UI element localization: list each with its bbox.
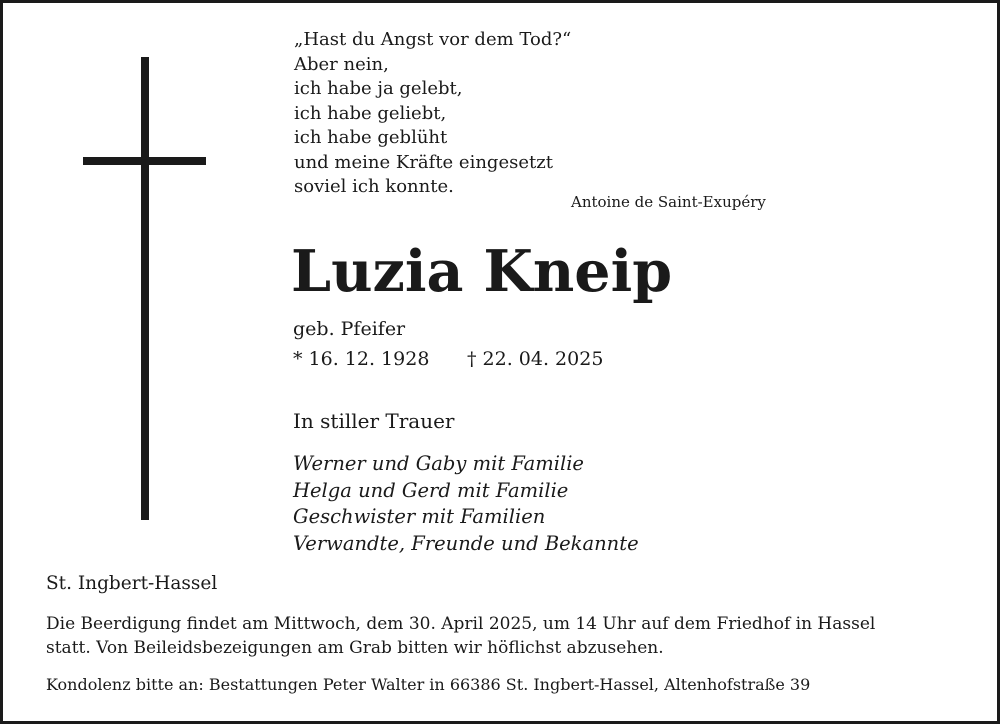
funeral-notice — [46, 612, 976, 660]
quote-line: Aber nein, — [294, 53, 389, 75]
quote-line: ich habe geblüht — [294, 127, 448, 148]
deceased-name: Luzia Kneip — [291, 238, 673, 305]
quote-line: ich habe ja gelebt, — [294, 78, 463, 99]
quote-line: „Hast du Angst vor dem Tod?“ — [294, 29, 572, 50]
quote-line: und meine Kräfte eingesetzt — [294, 151, 553, 173]
mourner-item: Helga und Gerd mit Familie — [293, 478, 569, 502]
condolence-address: Kondolenz bitte an: Bestattungen Peter Walter in 66386 St. Ingbert-Hassel, Altenhofstraße 39 — [46, 675, 811, 694]
death-date: † 22. 04. 2025 — [467, 348, 604, 370]
funeral-notice-line: statt. Von Beileidsbezeigungen am Grab bitten wir höflichst abzusehen. — [46, 638, 664, 658]
place-name: St. Ingbert-Hassel — [46, 573, 218, 594]
mourning-heading: In stiller Trauer — [293, 409, 455, 433]
cross-horizontal-bar — [83, 157, 206, 165]
mourners-list — [293, 451, 639, 557]
quote-line: soviel ich konnte. — [294, 176, 454, 197]
maiden-name: geb. Pfeifer — [293, 318, 406, 340]
birth-date: * 16. 12. 1928 — [293, 348, 430, 370]
quote-author: Antoine de Saint-Exupéry — [571, 193, 766, 211]
mourner-item: Geschwister mit Familien — [293, 505, 546, 528]
cross-vertical-bar — [141, 57, 149, 520]
mourner-item: Werner und Gaby mit Familie — [293, 452, 584, 475]
quote-block — [294, 28, 571, 200]
quote-line: ich habe geliebt, — [294, 102, 447, 124]
mourner-item: Verwandte, Freunde und Bekannte — [293, 531, 639, 555]
funeral-notice-line: Die Beerdigung findet am Mittwoch, dem 30. April 2025, um 14 Uhr auf dem Friedhof in Hassel — [46, 614, 876, 634]
